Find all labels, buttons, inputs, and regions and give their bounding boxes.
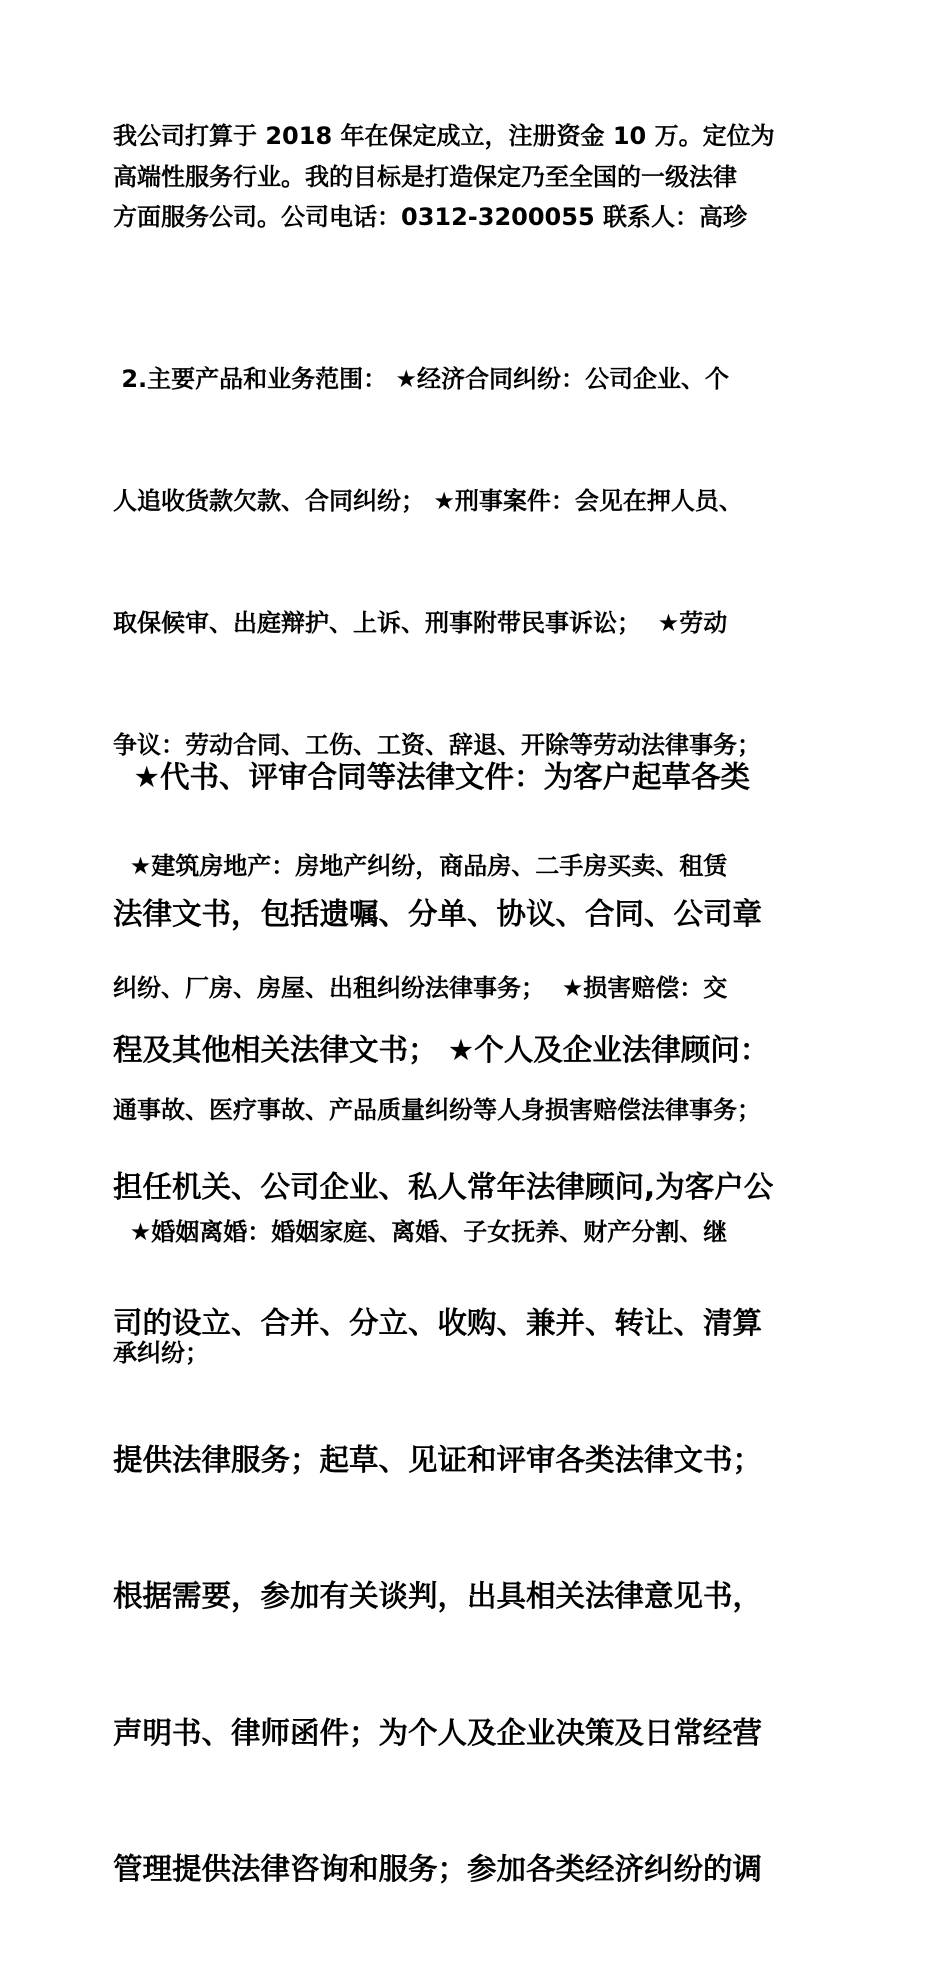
text-line: 争议：劳动合同、工伤、工资、辞退、开除等劳动法律事务； bbox=[113, 730, 761, 759]
text-line: 纠纷、厂房、房屋、出租纠纷法律事务； ★损害赔偿：交 bbox=[113, 974, 728, 1003]
text-line: 我公司打算于 2018 年在保定成立，注册资金 10 万。定位为 bbox=[113, 122, 775, 150]
text-line: 取保候审、出庭辩护、上诉、刑事附带民事诉讼； ★劳动 bbox=[113, 608, 728, 637]
text-line: ★代书、评审合同等法律文件：为客户起草各类 bbox=[113, 760, 750, 794]
text-line: 担任机关、公司企业、私人常年法律顾问,为客户公 bbox=[113, 1169, 774, 1204]
company-intro-paragraph bbox=[113, 116, 775, 238]
text-line: 根据需要，参加有关谈判，出具相关法律意见书， bbox=[113, 1579, 763, 1613]
text-line: 声明书、律师函件；为个人及企业决策及日常经营 bbox=[113, 1715, 763, 1750]
text-line: 通事故、医疗事故、产品质量纠纷等人身损害赔偿法律事务； bbox=[113, 1095, 761, 1124]
text-line: 管理提供法律咨询和服务；参加各类经济纠纷的调 bbox=[113, 1852, 763, 1886]
text-line: 承纠纷； bbox=[113, 1339, 209, 1368]
text-line: 程及其他相关法律文书； ★个人及企业法律顾问： bbox=[113, 1033, 770, 1067]
text-line: 2.主要产品和业务范围： ★经济合同纠纷：公司企业、个 bbox=[113, 365, 730, 394]
text-line: 提供法律服务；起草、见证和评审各类法律文书； bbox=[113, 1442, 763, 1477]
text-line: ★建筑房地产：房地产纠纷，商品房、二手房买卖、租赁 bbox=[113, 852, 728, 881]
text-line: 法律文书，包括遗嘱、分单、协议、合同、公司章 bbox=[113, 896, 763, 931]
text-line: ★婚姻离婚：婚姻家庭、离婚、子女抚养、财产分割、继 bbox=[113, 1217, 728, 1246]
text-line: 司的设立、合并、分立、收购、兼并、转让、清算 bbox=[113, 1306, 763, 1340]
legal-documents-paragraph bbox=[113, 664, 773, 1984]
text-line: 高端性服务行业。我的目标是打造保定乃至全国的一级法律 bbox=[113, 162, 737, 191]
text-line: 人追收货款欠款、合同纠纷； ★刑事案件：会见在押人员、 bbox=[113, 486, 743, 515]
text-line: 方面服务公司。公司电话：0312-3200055 联系人：高珍 bbox=[113, 203, 748, 231]
